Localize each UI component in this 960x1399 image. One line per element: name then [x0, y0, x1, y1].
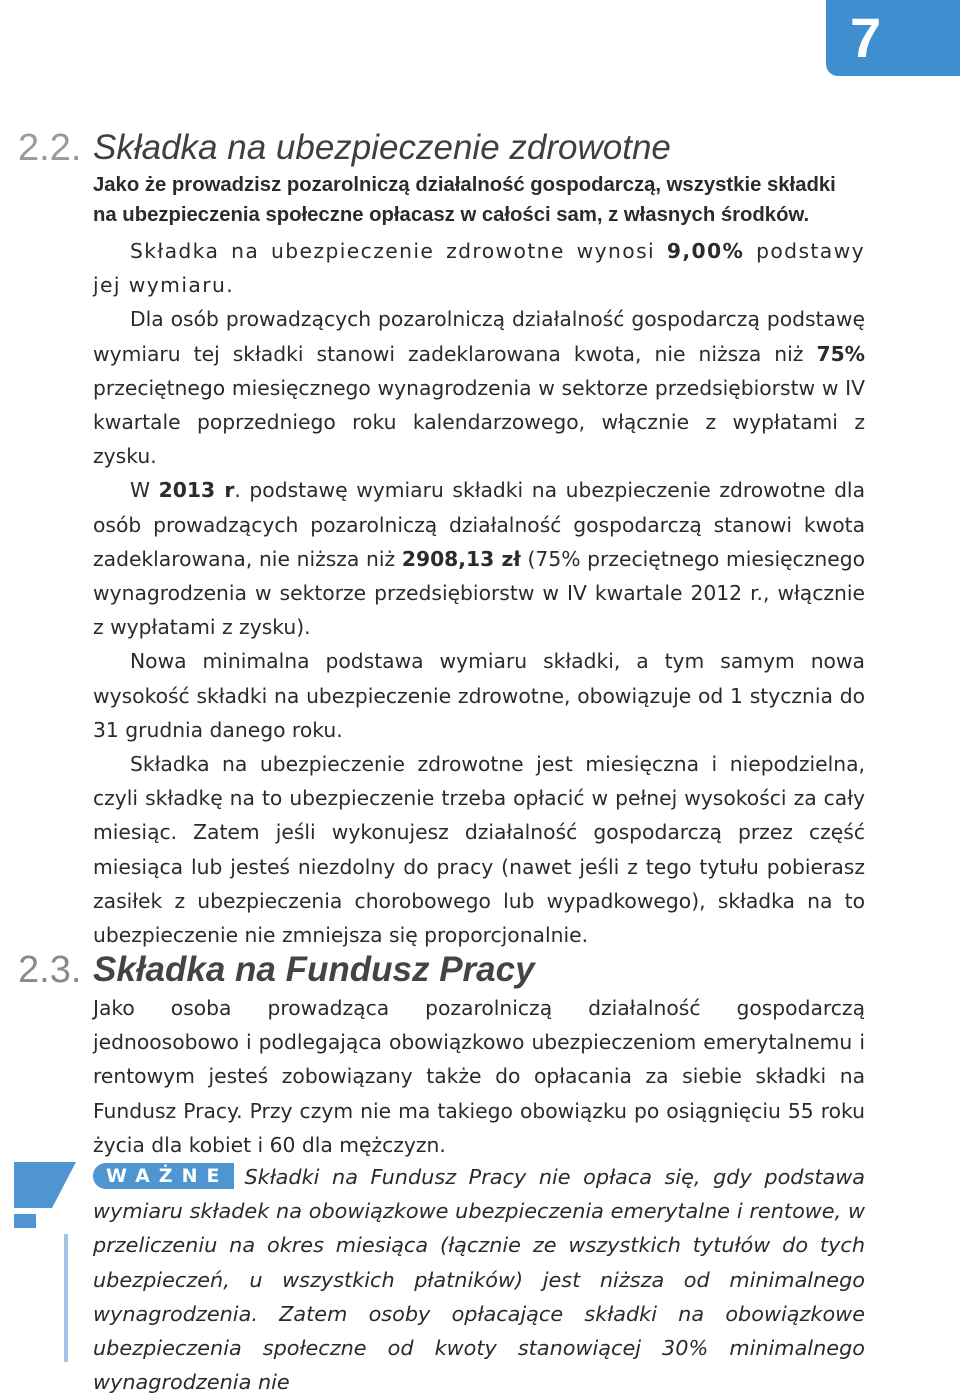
exclamation-icon — [6, 1162, 72, 1362]
section-body — [93, 170, 865, 952]
exclamation-dot — [14, 1214, 36, 1228]
paragraph: Składka na ubezpieczenie zdrowotne jest miesięczna i niepodzielna, czyli składkę na to ubezpieczenie trzeba opłacić w pełnej wysokości za cały miesiąc. Zatem jeśli wykonujesz działalność gospodarczą przez część miesiąca lub jesteś niezdolny do pracy (nawet jeśli z tego tytułu pobierasz zasiłek z ubezpieczenia chorobowego lub wypadkowego), składka na to ubezpieczenie nie zmniejsza się proporcjonalnie. — [93, 752, 865, 948]
section-number: 2.2. — [18, 127, 82, 169]
exclamation-flare — [36, 1162, 76, 1208]
year-value: 2013 r — [158, 478, 235, 503]
paragraph — [93, 473, 865, 644]
amount-value: 2908,13 zł — [401, 546, 521, 571]
paragraph: Nowa minimalna podstawa wymiaru składki, a tym samym nowa wysokość składki na ubezpieczenie zdrowotne, obowiązuje od 1 stycznia do 31 grudnia danego roku. — [93, 649, 865, 742]
text-run: (75% przeciętnego miesięcznego wynagrodzenia w sektorze przedsiębiorstw w IV kwartale 2012 r., włącznie z wypłatami z zysku). — [93, 546, 865, 640]
text-run: W — [130, 478, 159, 503]
percent-value: 75% — [816, 341, 865, 366]
important-note — [93, 1160, 865, 1399]
section-title: Składka na Fundusz Pracy — [93, 950, 535, 989]
page-number-tab — [826, 0, 960, 76]
paragraph: Jako osoba prowadząca pozarolniczą działalność gospodarczą jednoosobowo i podlegająca obowiązkowo ubezpieczeniom emerytalnemu i rentowym jesteś zobowiązany także do opłacania za siebie składki na Fundusz Pracy. Przy czym nie ma takiego obowiązku po osiągnięciu 55 roku życia dla kobiet i 60 dla mężczyzn. — [93, 996, 865, 1157]
exclamation-bar — [14, 1162, 36, 1208]
text-run: Dla osób prowadzących pozarolniczą działalność gospodarczą podstawę wymiaru tej składki stanowi zadeklarowana kwota, nie niższa niż — [93, 307, 865, 366]
lead-paragraph: Jako że prowadzisz pozarolniczą działalność gospodarczą, wszystkie składki na ubezpieczenia społeczne opłacasz w całości sam, z własnych środków. — [93, 174, 836, 226]
text-run: Składka na ubezpieczenie zdrowotne wynosi — [130, 239, 667, 263]
text-run: podstawy jej wymiaru. — [93, 239, 865, 298]
important-text: Składki na Fundusz Pracy nie opłaca się, gdy podstawa wymiaru składek na obowiązkowe ubezpieczenia emerytalne i rentowe, w przeliczeniu na okres miesiąca (łącznie ze wszystkich tytułów do tych ubezpieczeń, u wszystkich płatników) jest niższa od minimalnego wynagrodzenia. Zatem osoby opłacające składki na obowiązkowe ubezpieczenia społeczne od kwoty stanowiącej 30% minimalnego wynagrodzenia nie — [93, 1165, 865, 1395]
percent-value: 9,00% — [666, 239, 745, 263]
page-number: 7 — [850, 6, 882, 69]
text-run: . podstawę wymiaru składki na ubezpieczenie zdrowotne dla osób prowadzących pozarolniczą działalność gospodarczą stanowi kwota zadeklarowana, nie niższa niż — [93, 478, 865, 571]
section-number: 2.3. — [18, 949, 82, 991]
margin-rule — [64, 1234, 68, 1362]
important-badge: WAŻNE — [93, 1163, 234, 1189]
paragraph — [93, 234, 865, 302]
section-title: Składka na ubezpieczenie zdrowotne — [93, 128, 671, 167]
paragraph — [93, 302, 865, 473]
section-body — [93, 991, 865, 1162]
text-run: przeciętnego miesięcznego wynagrodzenia w sektorze przedsiębiorstw w IV kwartale poprzedniego roku kalendarzowego, włącznie z wypłatami z zysku. — [93, 375, 865, 469]
